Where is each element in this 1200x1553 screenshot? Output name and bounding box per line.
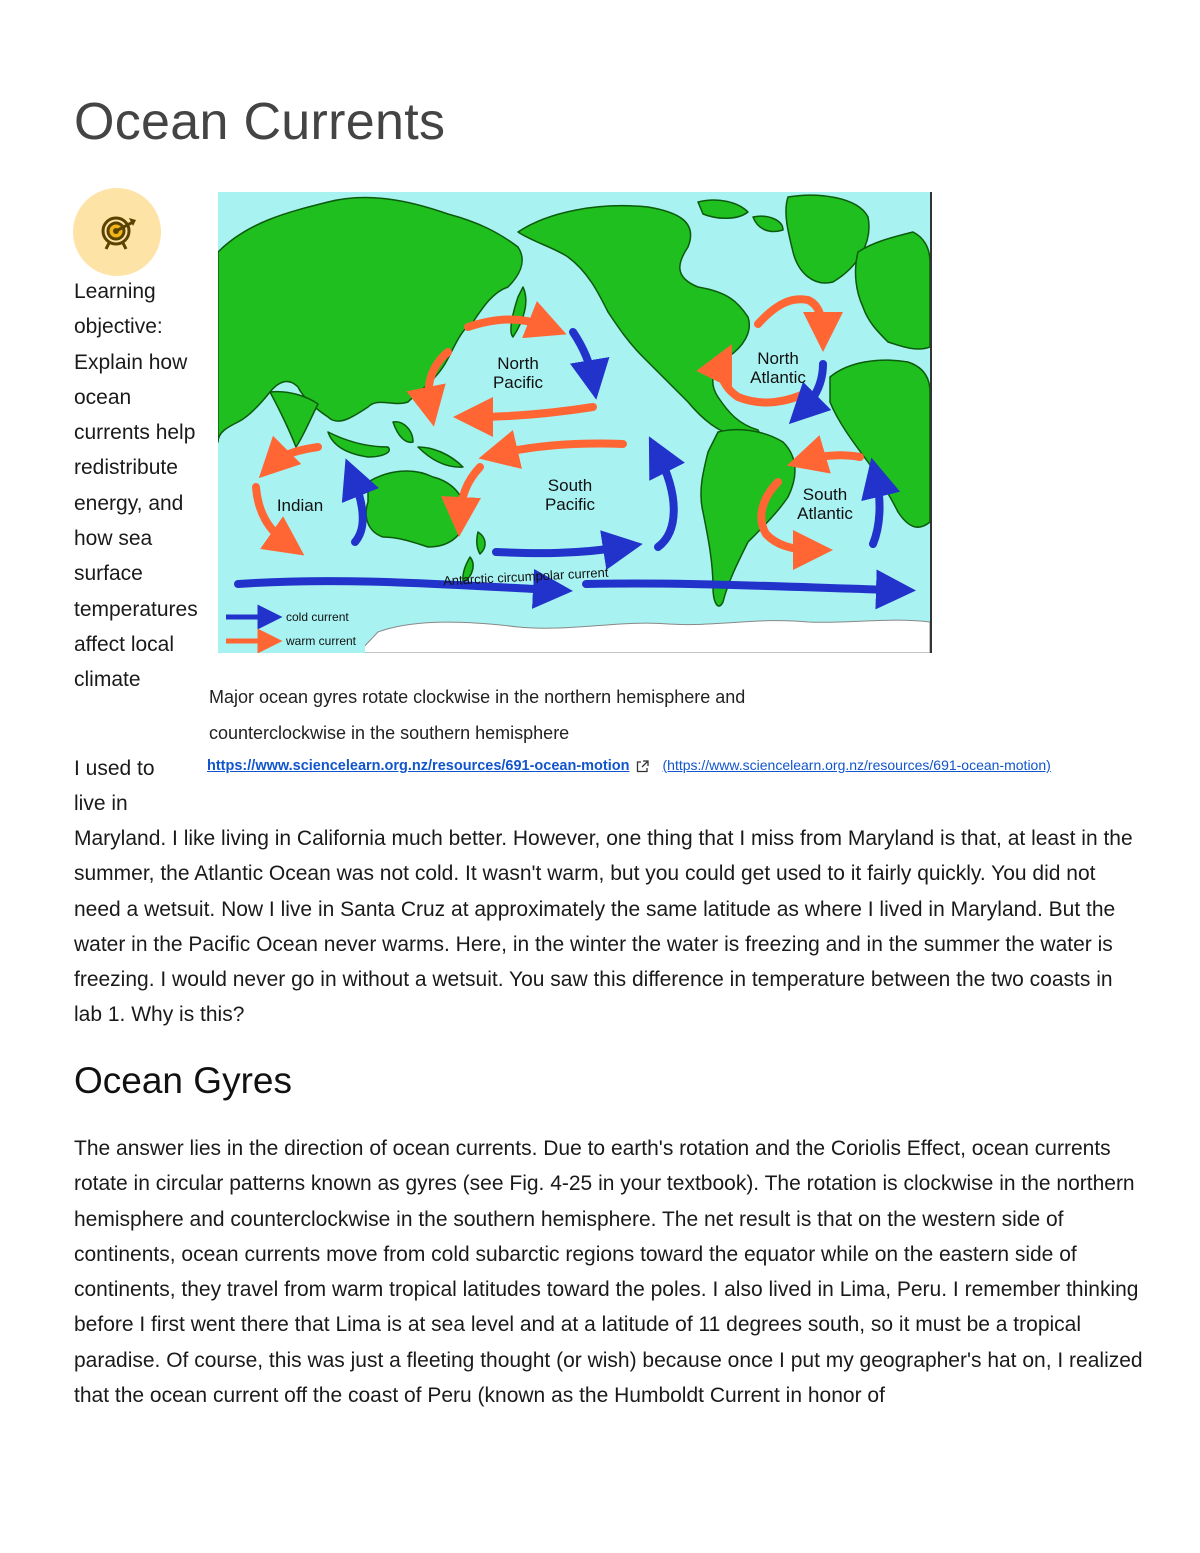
page-title: Ocean Currents (74, 93, 446, 151)
label-north-atlantic-2: Atlantic (750, 368, 806, 387)
label-antarctic-current: Antarctic circumpolar current (442, 564, 609, 589)
label-north-pacific-1: North (497, 354, 539, 373)
label-south-pacific-1: South (547, 476, 593, 495)
land-antarctica (358, 620, 930, 653)
section-heading-ocean-gyres: Ocean Gyres (74, 1060, 292, 1101)
label-indian: Indian (276, 496, 324, 515)
source-link-row (207, 757, 1051, 774)
intro-paragraph-lead: I used to live in (74, 757, 155, 816)
label-south-pacific-2: Pacific (544, 495, 596, 514)
map-legend (218, 602, 365, 653)
learning-objective-badge (73, 188, 161, 276)
legend-warm: warm current (286, 634, 357, 648)
label-south-atlantic-2: Atlantic (797, 504, 853, 523)
external-link-icon (636, 760, 649, 773)
source-link-alt[interactable]: (https://www.sciencelearn.org.nz/resources/691-ocean-motion) (662, 757, 1051, 773)
target-icon (99, 212, 139, 252)
source-link[interactable]: https://www.sciencelearn.org.nz/resources/691-ocean-motion (207, 758, 630, 774)
ocean-gyres-paragraph: The answer lies in the direction of ocean currents. Due to earth's rotation and the Coriolis Effect, ocean currents rotate in circular patterns known as gyres (see Fig. 4-25 in your textbook). The rotation is clockwise in the northern hemisphere and counterclockwise in the southern hemisphere. The net result is that on the western side of continents, ocean currents move from cold subarctic regions toward the equator while on the eastern side of continents, they travel from warm tropical latitudes toward the poles. I also lived in Lima, Peru. I remember thinking before I first went there that Lima is at sea level and at a latitude of 11 degrees south, so it must be a tropical paradise. Of course, this was just a fleeting thought (or wish) because once I put my geographer's hat on, I realized that the ocean current off the coast of Peru (known as the Humboldt Current in honor of (74, 1137, 1143, 1408)
learning-objective-text: Learning objective: Explain how ocean currents help redistribute energy, and how sea surface temperatures affect local climate (74, 280, 198, 692)
label-south-atlantic-1: South (802, 485, 848, 504)
label-north-pacific-2: Pacific (492, 373, 544, 392)
ocean-gyres-map (218, 192, 932, 653)
intro-paragraph: Maryland. I like living in California much better. However, one thing that I miss from Maryland is that, at least in the summer, the Atlantic Ocean was not cold. It wasn't warm, but you could get used to it fairly quickly. You did not need a wetsuit. Now I live in Santa Cruz at approximately the same latitude as where I lived in Maryland. But the water in the Pacific Ocean never warms. Here, in the winter the water is freezing and in the summer the water is freezing. I would never go in without a wetsuit. You saw this difference in temperature between the two coasts in lab 1. Why is this? (74, 827, 1133, 1027)
figure-caption: Major ocean gyres rotate clockwise in the northern hemisphere and counterclockwise in the southern hemisphere (209, 687, 746, 743)
legend-cold: cold current (286, 610, 349, 624)
label-north-atlantic-1: North (757, 349, 799, 368)
